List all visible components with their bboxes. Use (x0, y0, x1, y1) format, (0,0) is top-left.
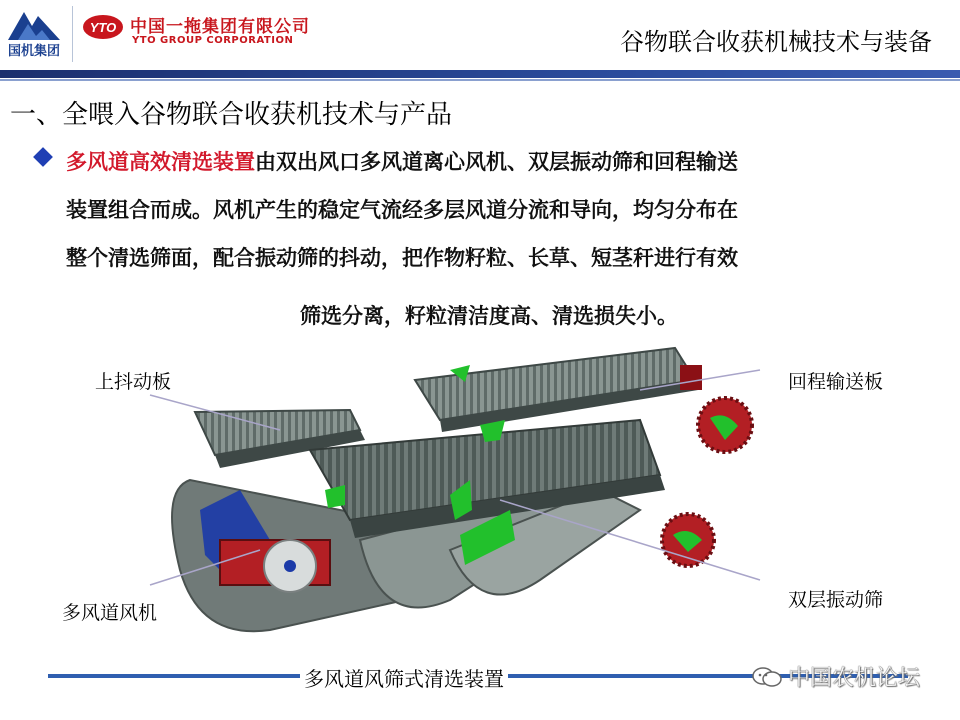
yto-logo (82, 14, 124, 40)
company-name-cn: 中国一拖集团有限公司 (130, 17, 310, 37)
cleaning-device-illustration (120, 340, 800, 670)
company-name-en: YTO GROUP CORPORATION (132, 35, 294, 46)
paragraph-line-1 (66, 138, 936, 186)
sinomach-logo-text: 国机集团 (7, 44, 60, 59)
label-upper-shaking-plate: 上抖动板 (95, 371, 172, 393)
paragraph-line-4: 筛选分离，籽粒清洁度高、清选损失小。 (300, 304, 678, 328)
label-double-layer-screen: 双层振动筛 (788, 589, 884, 611)
watermark-text: 中国农机论坛 (788, 666, 921, 691)
diamond-bullet-icon (33, 147, 53, 167)
label-return-conveyor-plate: 回程输送板 (788, 371, 884, 393)
header-band (0, 70, 960, 78)
paragraph-line-2: 装置组合而成。风机产生的稳定气流经多层风道分流和导向，均匀分布在 (66, 198, 738, 222)
paragraph-line-3: 整个清选筛面，配合振动筛的抖动，把作物籽粒、长草、短茎秆进行有效 (66, 246, 738, 270)
figure-caption: 多风道风筛式清选装置 (300, 663, 508, 692)
yto-logo-text: YTO (89, 20, 117, 35)
slide-title: 谷物联合收获机械技术与装备 (620, 28, 932, 56)
green-bracket-3 (325, 485, 345, 508)
header-divider (72, 6, 73, 62)
bullet-paragraph (66, 138, 936, 340)
section-heading: 一、全喂入谷物联合收获机技术与产品 (10, 100, 453, 130)
highlight-term: 多风道高效清选装置 (66, 150, 255, 174)
paragraph-line-1-rest: 由双出风口多风道离心风机、双层振动筛和回程输送 (255, 150, 738, 174)
label-multi-duct-fan: 多风道风机 (62, 602, 158, 624)
wechat-icon (752, 666, 782, 688)
header-band-thin (0, 79, 960, 81)
